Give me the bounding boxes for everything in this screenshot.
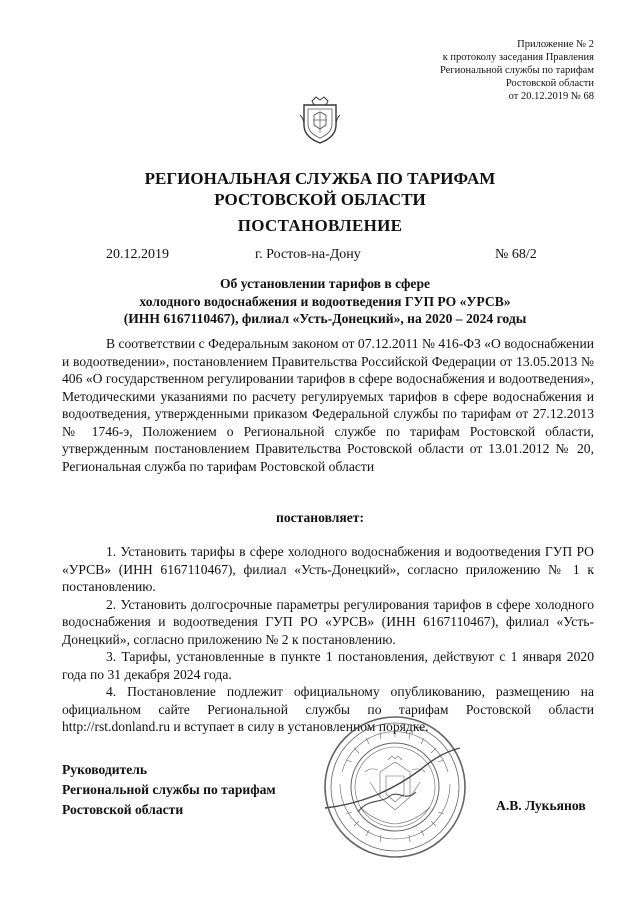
signatory-name: А.В. Лукьянов <box>496 798 586 813</box>
signatory-position <box>62 760 276 820</box>
resolution-points <box>62 543 594 736</box>
signatory-line: Региональной службы по тарифам <box>62 782 276 797</box>
document-date: 20.12.2019 <box>106 247 169 262</box>
organization-title-line: РОСТОВСКОЙ ОБЛАСТИ <box>214 190 426 209</box>
appendix-line: Региональной службы по тарифам <box>439 65 594 76</box>
preamble-paragraph: В соответствии с Федеральным законом от 07.12.2011 № 416-ФЗ «О водоснабжении и водоотведении», постановлением Правительства Российской Федерации от 13.05.2013 № 406 «О государственном регулировании тарифов в сфере водоснабжения и водоотведения», Методическими указаниями по расчету регулируемых тарифов в сфере водоснабжения и водоотведения, утвержденными приказом Федеральной службы по тарифам от 27.12.2013 № 1746-э, Положением о Региональной службе по тарифам Ростовской области, утвержденным постановлением Правительства Ростовской области от 13.01.2012 № 20, Региональная служба по тарифам Ростовской области <box>62 336 594 474</box>
appendix-line: Ростовской области <box>505 78 594 89</box>
subject-line: холодного водоснабжения и водоотведения ГУП РО «УРСВ» <box>139 293 511 309</box>
appendix-note <box>334 38 594 103</box>
document-number: № 68/2 <box>495 247 537 262</box>
signatory-line: Руководитель <box>62 762 148 777</box>
document-city: г. Ростов-на-Дону <box>255 247 361 262</box>
organization-title-line: РЕГИОНАЛЬНАЯ СЛУЖБА ПО ТАРИФАМ <box>144 169 496 188</box>
resolution-point: 4. Постановление подлежит официальному опубликованию, размещению на официальном сайте Региональной службы по тарифам Ростовской области http://rst.donland.ru и вступает в силу в установленном порядке. <box>62 684 594 734</box>
resolution-point: 2. Установить долгосрочные параметры регулирования тарифов в сфере холодного водоснабжения и водоотведения ГУП РО «УРСВ» (ИНН 6167110467), филиал «Усть-Донецкий», согласно приложению № 2 к постановлению. <box>62 596 594 647</box>
signatory-line: Ростовской области <box>62 802 184 817</box>
subject-line: Об установлении тарифов в сфере <box>219 276 431 291</box>
appendix-line: Приложение № 2 <box>517 39 594 50</box>
appendix-line: от 20.12.2019 № 68 <box>508 91 594 102</box>
subject-line: (ИНН 6167110467), филиал «Усть-Донецкий», на 2020 – 2024 годы <box>123 311 527 326</box>
document-type: ПОСТАНОВЛЕНИЕ <box>237 216 403 235</box>
official-seal-stamp <box>320 712 470 862</box>
resolution-point: 1. Установить тарифы в сфере холодного водоснабжения и водоотведения ГУП РО «УРСВ» (ИНН 6167110467), филиал «Усть-Донецкий», согласно приложению № 1 к постановлению. <box>62 544 594 594</box>
resolves-heading: постановляет: <box>276 510 364 525</box>
appendix-line: к протоколу заседания Правления <box>442 52 594 63</box>
resolution-point: 3. Тарифы, установленные в пункте 1 постановления, действуют с 1 января 2020 года по 31 декабря 2024 года. <box>62 649 594 682</box>
organization-title <box>0 168 640 210</box>
coat-of-arms-icon <box>298 95 342 145</box>
document-subject <box>60 275 590 328</box>
